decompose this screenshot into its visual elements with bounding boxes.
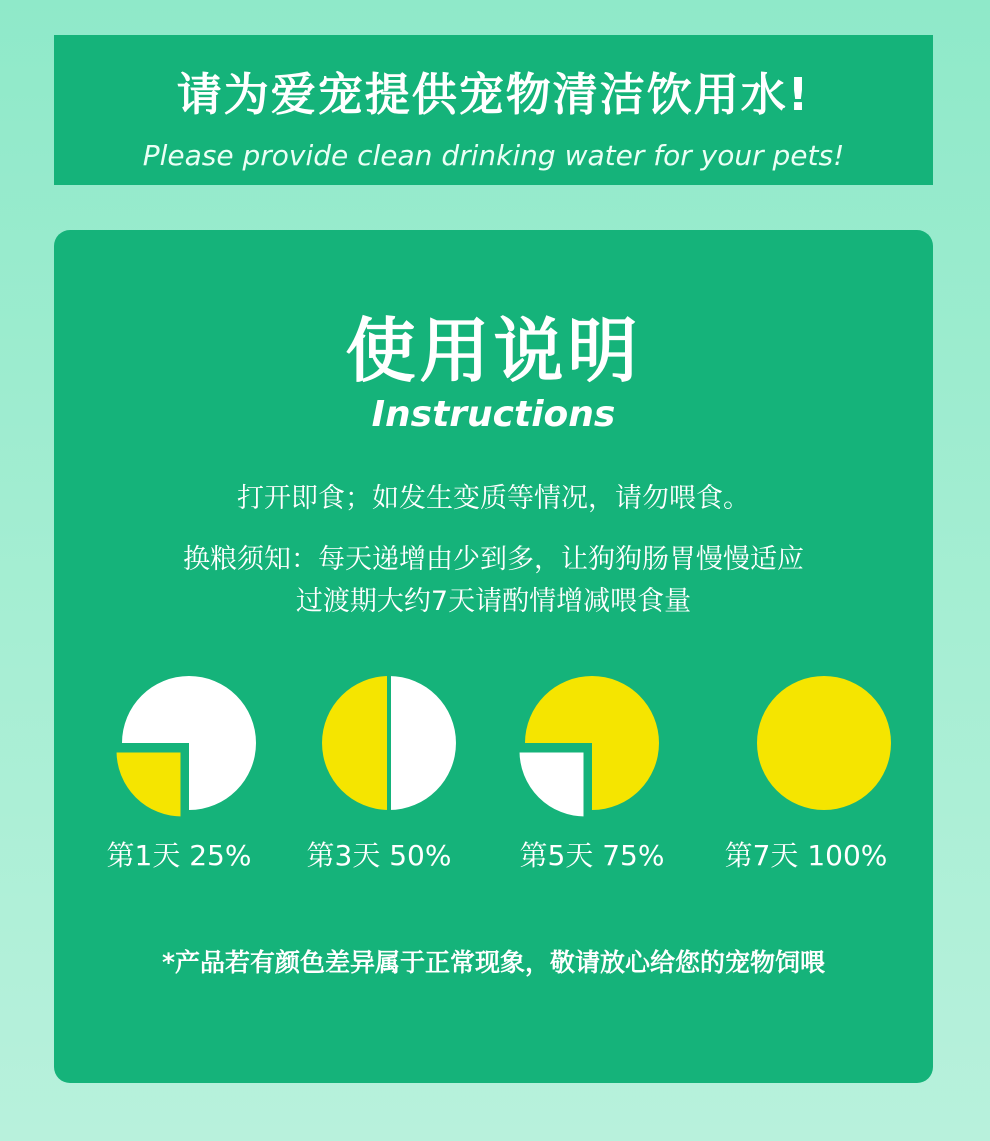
stage-day5-pie bbox=[502, 675, 682, 835]
color-variance-note: *产品若有颜色差异属于正常现象，敬请放心给您的宠物饲喂 bbox=[161, 948, 826, 977]
new-food-slice bbox=[757, 676, 891, 810]
stage-day7-pie bbox=[734, 675, 914, 835]
stage-day1-pie bbox=[99, 675, 279, 835]
old-food-slice bbox=[518, 751, 585, 818]
old-food-slice bbox=[389, 676, 456, 810]
stage-pie-svg bbox=[502, 675, 682, 835]
instruction-line-period: 过渡期大约7天请酌情增减喂食量 bbox=[295, 586, 692, 617]
stage-day5-label: 第5天 75% bbox=[519, 839, 665, 872]
stage-pie-svg bbox=[99, 675, 279, 835]
instruction-line-transition: 换粮须知：每天递增由少到多，让狗狗肠胃慢慢适应 bbox=[183, 544, 804, 575]
instruction-line-serve: 打开即食；如发生变质等情况，请勿喂食。 bbox=[237, 483, 750, 514]
stage-day3-pie bbox=[299, 675, 479, 835]
banner-title-cn: 请为爱宠提供宠物清洁饮用水! bbox=[176, 68, 811, 121]
stage-day7-label: 第7天 100% bbox=[724, 839, 888, 872]
banner-title-en: Please provide clean drinking water for your pets! bbox=[142, 139, 845, 172]
instructions-title-cn: 使用说明 bbox=[345, 310, 642, 392]
stage-day3-label: 第3天 50% bbox=[306, 839, 452, 872]
stage-day1-label: 第1天 25% bbox=[106, 839, 252, 872]
stage-pie-svg bbox=[734, 675, 914, 835]
new-food-slice bbox=[322, 676, 389, 810]
top-banner bbox=[54, 35, 933, 185]
instructions-title-en: Instructions bbox=[371, 394, 616, 435]
new-food-slice bbox=[115, 751, 182, 818]
stage-pie-svg bbox=[299, 675, 479, 835]
instructions-card bbox=[54, 230, 933, 1083]
